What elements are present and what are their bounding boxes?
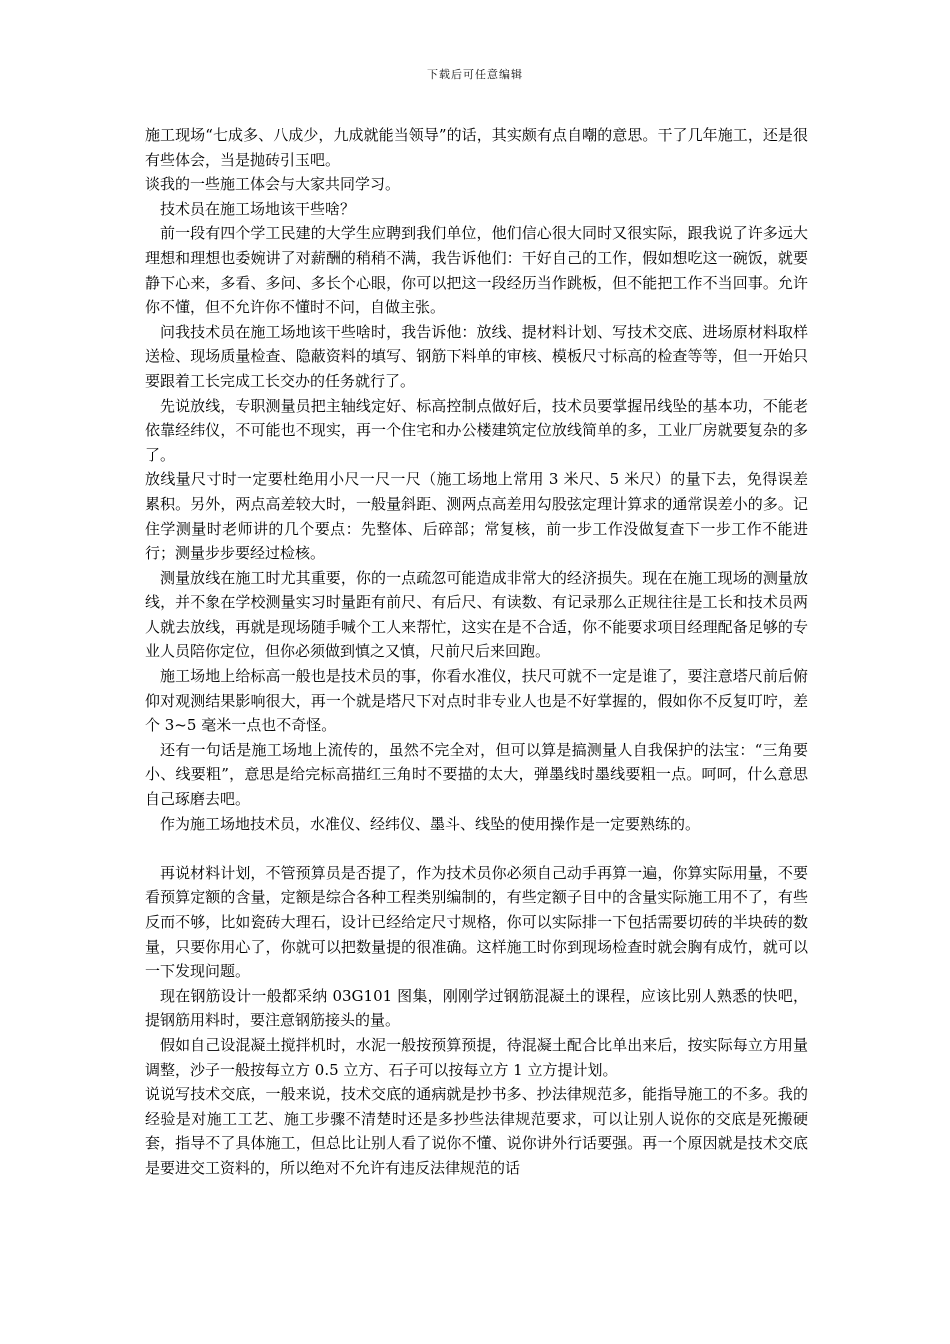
blank-line <box>145 836 808 861</box>
page-header: 下载后可任意编辑 <box>427 68 523 81</box>
paragraph: 说说写技术交底，一般来说，技术交底的通病就是抄书多、抄法律规范多，能指导施工的不多。我的经验是对施工工艺、施工步骤不清楚时还是多抄些法律规范要求，可以让别人说你的交底是死搬硬套，指导不了具体施工，但总比让别人看了说你不懂、说你讲外行话要强。再一个原因就是技术交底是要进交工资料的，所以绝对不允许有违反法律规范的话 <box>145 1085 808 1177</box>
paragraph: 放线量尺寸时一定要杜绝用小尺一尺一尺（施工场地上常用 3 米尺、5 米尺）的量下去，免得误差累积。另外，两点高差较大时，一般量斜距、测两点高差用勾股弦定理计算求的通常误差小的多。记住学测量时老师讲的几个要点：先整体、后碎部；常复核，前一步工作没做复查下一步工作不能进行；测量步步要经过检核。 <box>145 470 808 563</box>
paragraph: 再说材料计划，不管预算员是否提了，作为技术员你必须自己动手再算一遍，你算实际用量，不要看预算定额的含量，定额是综合各种工程类别编制的，有些定额子目中的含量实际施工用不了，有些反而不够，比如瓷砖大理石，设计已经给定尺寸规格，你可以实际排一下包括需要切砖的半块砖的数量，只要你用心了，你就可以把数量提的很准确。这样施工时你到现场检查时就会胸有成竹，就可以一下发现问题。 <box>145 863 808 981</box>
section-heading: 技术员在施工场地该干些啥？ <box>160 199 356 218</box>
paragraph: 先说放线，专职测量员把主轴线定好、标高控制点做好后，技术员要掌握吊线坠的基本功，不能老依靠经纬仪，不可能也不现实，再一个住宅和办公楼建筑定位放线简单的多，工业厂房就要复杂的多了。 <box>145 396 808 464</box>
paragraph: 前一段有四个学工民建的大学生应聘到我们单位，他们信心很大同时又很实际，跟我说了许多远大理想和理想也委婉讲了对薪酬的稍稍不满，我告诉他们：干好自己的工作，假如想吃这一碗饭，就要静下心来，多看、多问、多长个心眼，你可以把这一段经历当作跳板，但不能把工作不当回事。允许你不懂，但不允许你不懂时不问，自做主张。 <box>145 224 808 317</box>
paragraph: 还有一句话是施工场地上流传的，虽然不完全对，但可以算是搞测量人自我保护的法宝：“三角要小、线要粗”，意思是给完标高描红三角时不要描的太大，弹墨线时墨线要粗一点。呵呵，什么意思自己琢磨去吧。 <box>145 740 808 809</box>
paragraph: 问我技术员在施工场地该干些啥时，我告诉他：放线、提材料计划、写技术交底、进场原材料取样送检、现场质量检查、隐蔽资料的填写、钢筋下料单的审核、模板尺寸标高的检查等等，但一开始只要跟着工长完成工长交办的任务就行了。 <box>145 322 808 390</box>
paragraph: 施工场地上给标高一般也是技术员的事，你看水准仪，扶尺可就不一定是谁了，要注意塔尺前后俯仰对观测结果影响很大，再一个就是塔尺下对点时非专业人也是不好掌握的，假如你不反复叮咛，差个 3~5 毫米一点也不奇怪。 <box>145 667 808 735</box>
paragraph: 施工现场“七成多、八成少，九成就能当领导”的话，其实颇有点自嘲的意思。干了几年施工，还是很有些体会，当是抛砖引玉吧。 <box>145 126 808 169</box>
paragraph: 测量放线在施工时尤其重要，你的一点疏忽可能造成非常大的经济损失。现在在施工现场的测量放线，并不象在学校测量实习时量距有前尺、有后尺、有读数、有记录那么正规往往是工长和技术员两人就去放线，再就是现场随手喊个工人来帮忙，这实在是不合适，你不能要求项目经理配备足够的专业人员陪你定位，但你必须做到慎之又慎，尺前尺后来回跑。 <box>145 568 808 661</box>
paragraph: 假如自己设混凝土搅拌机时，水泥一般按预算预提，待混凝土配合比单出来后，按实际每立方用量调整，沙子一般按每立方 0.5 立方、石子可以按每立方 1 立方提计划。 <box>145 1035 808 1079</box>
document-body <box>145 123 808 1181</box>
paragraph: 现在钢筋设计一般都采纳 03G101 图集，刚刚学过钢筋混凝土的课程，应该比别人熟悉的快吧，提钢筋用料时，要注意钢筋接头的量。 <box>145 986 808 1030</box>
paragraph: 作为施工场地技术员，水准仪、经纬仪、墨斗、线坠的使用操作是一定要熟练的。 <box>160 814 701 833</box>
paragraph: 谈我的一些施工体会与大家共同学习。 <box>145 175 401 194</box>
